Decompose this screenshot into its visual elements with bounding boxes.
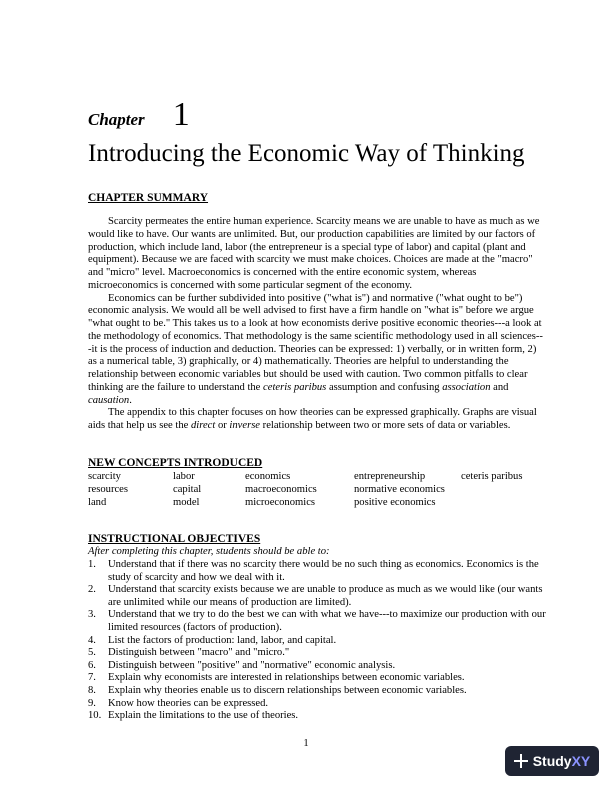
concept-term: economics [245, 471, 291, 482]
concept-term: capital [173, 484, 202, 495]
list-item: 6. Distinguish between "positive" and "normative" economic analysis. [88, 659, 396, 671]
concept-term: entrepreneurship [354, 471, 426, 482]
objectives-heading: INSTRUCTIONAL OBJECTIVES [88, 533, 261, 545]
chapter-heading [88, 98, 190, 132]
list-item: 10. Explain the limitations to the use of theories. [88, 710, 299, 722]
list-item: 8. Explain why theories enable us to discern relationships between economic variables. [88, 684, 467, 696]
page-number: 1 [303, 738, 309, 749]
badge-brand-accent: XY [571, 753, 591, 769]
concept-term: scarcity [88, 471, 121, 482]
concept-term: macroeconomics [245, 484, 317, 495]
objectives-list [88, 559, 550, 723]
concepts-table [88, 470, 548, 509]
chapter-label: Chapter [88, 110, 145, 129]
list-item: 3. Understand that we try to do the best we can with what we have---to maximize our production with our limited resources (factors of production). [88, 609, 546, 633]
badge-brand: Study [532, 753, 572, 769]
concepts-heading: NEW CONCEPTS INTRODUCED [88, 457, 263, 469]
list-item: 1. Understand that if there was no scarcity there would be no such thing as economics. Economics is the study of scarcity and how we deal with it. [88, 559, 539, 583]
summary-heading: CHAPTER SUMMARY [88, 192, 209, 204]
concepts-row [88, 470, 548, 483]
concept-term: ceteris paribus [461, 471, 523, 482]
concepts-row [88, 496, 548, 509]
studyxy-badge[interactable] [505, 746, 599, 776]
chapter-title: Introducing the Economic Way of Thinking [88, 140, 525, 167]
summary-paragraph-2: Economics can be further subdivided into positive ("what is") and normative ("what ought to be") economic analysis. We would all be well advised to first have a firm handle on "what is" before we argue "what ought to be." This takes us to a look at how economists derive positive economic theories---a look at the methodology of economics. That methodology is the same scientific methodology used in all sciences---it is the process of induction and deduction. Theories can be expressed: 1) verbally, or in written form, 2) as a numerical table, 3) graphically, or 4) mathematically. Theories are helpful to understanding the relationship between economic variables but should be used with caution. Two common pitfalls to clear thinking are the failure to understand the ceteris paribus assumption and confusing association and causation. [88, 292, 543, 406]
list-item: 9. Know how theories can be expressed. [88, 697, 269, 709]
list-item: 5. Distinguish between "macro" and "micro." [88, 647, 290, 659]
concept-term: labor [173, 471, 195, 482]
summary-paragraph-3: The appendix to this chapter focuses on how theories can be expressed graphically. Graphs are visual aids that help us see the direct or inverse relationship between two or more sets of data or variables. [88, 407, 537, 431]
objectives-intro: After completing this chapter, students should be able to: [88, 546, 330, 557]
concepts-row [88, 483, 548, 496]
concept-term: microeconomics [245, 497, 316, 508]
plus-icon [514, 754, 528, 768]
list-item: 7. Explain why economists are interested in relationships between economic variables. [88, 672, 465, 684]
concept-term: model [173, 497, 200, 508]
list-item: 2. Understand that scarcity exists because we are unable to produce as much as we would like (our wants are unlimited while our means of production are limited). [88, 584, 543, 608]
summary-paragraph-1: Scarcity permeates the entire human experience. Scarcity means we are unable to have as much as we would like to have. Our wants are unlimited. But, our production capabilities are limited by our factors of production, which include land, labor (the entrepreneur is a special type of labor) and capital (plant and equipment). Because we are faced with scarcity we must make choices. Choices are made at the "macro" and "micro" level. Macroeconomics is concerned with the entire economic system, whereas microeconomics is concerned with some particular segment of the economy. [88, 216, 540, 291]
list-item: 4. List the factors of production: land, labor, and capital. [88, 634, 337, 646]
chapter-summary [88, 216, 543, 433]
concept-term: land [88, 497, 107, 508]
concept-term: normative economics [354, 484, 445, 495]
chapter-number: 1 [172, 96, 190, 133]
concept-term: positive economics [354, 497, 436, 508]
concept-term: resources [88, 484, 129, 495]
